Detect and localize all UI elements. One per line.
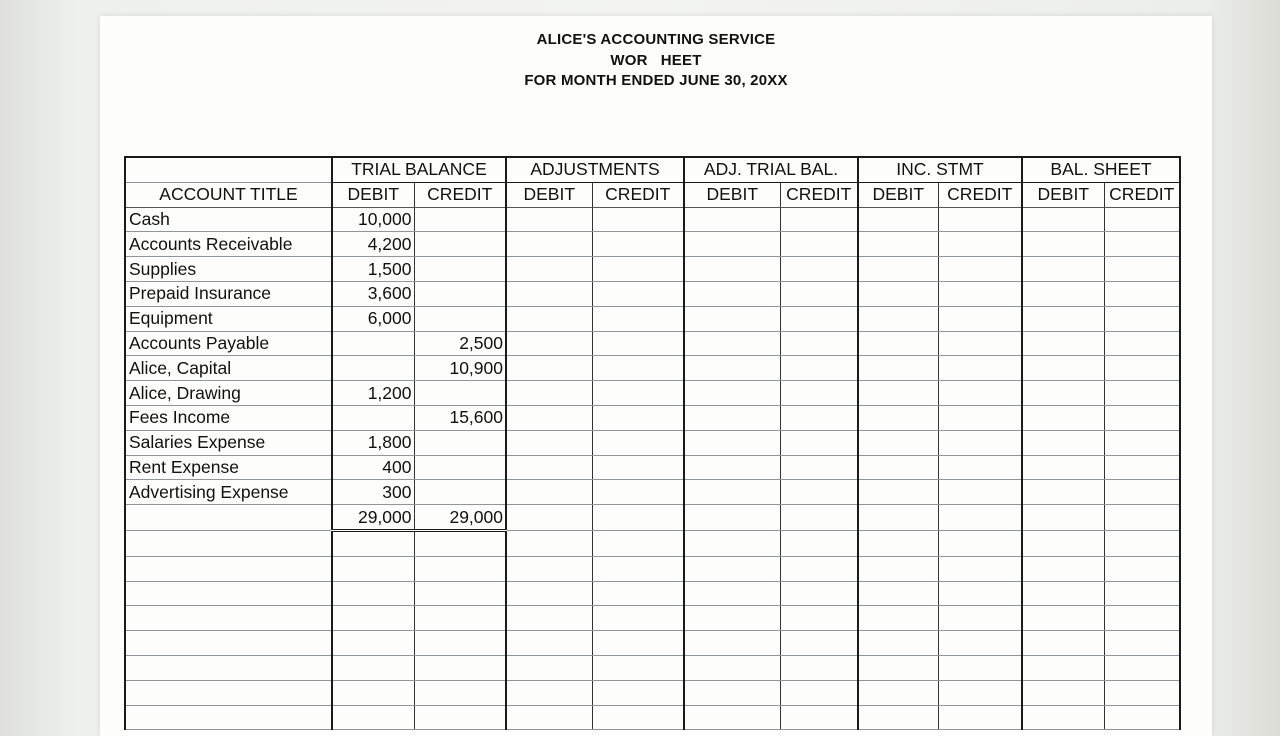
is-credit-cell bbox=[938, 655, 1022, 680]
bs-credit-cell bbox=[1104, 655, 1180, 680]
is-credit-header: CREDIT bbox=[938, 182, 1022, 207]
is-debit-cell bbox=[858, 356, 938, 381]
bs-debit-cell bbox=[1022, 581, 1104, 606]
adj-debit-cell bbox=[506, 606, 592, 631]
adj-credit-cell bbox=[592, 356, 684, 381]
bs-credit-cell bbox=[1104, 405, 1180, 430]
is-debit-cell bbox=[858, 331, 938, 356]
atb-debit-cell bbox=[684, 680, 780, 705]
tb-credit-cell bbox=[414, 655, 506, 680]
atb-credit-cell bbox=[780, 505, 858, 531]
atb-credit-cell bbox=[780, 556, 858, 581]
tb-debit-total: 29,000 bbox=[332, 505, 414, 531]
tb-credit-cell bbox=[414, 257, 506, 282]
tb-debit-cell: 400 bbox=[332, 455, 414, 480]
adj-debit-header: DEBIT bbox=[506, 182, 592, 207]
bs-credit-cell bbox=[1104, 331, 1180, 356]
tb-debit-cell bbox=[332, 631, 414, 656]
group-header-trial-balance: TRIAL BALANCE bbox=[332, 157, 506, 182]
bs-credit-cell bbox=[1104, 257, 1180, 282]
account-title-cell: Rent Expense bbox=[125, 455, 332, 480]
table-row bbox=[125, 306, 1180, 331]
bs-debit-header: DEBIT bbox=[1022, 182, 1104, 207]
adj-debit-cell bbox=[506, 257, 592, 282]
tb-credit-cell bbox=[414, 207, 506, 232]
adj-credit-cell bbox=[592, 257, 684, 282]
tb-debit-cell: 10,000 bbox=[332, 207, 414, 232]
is-debit-cell bbox=[858, 631, 938, 656]
adj-debit-cell bbox=[506, 530, 592, 556]
is-debit-cell bbox=[858, 430, 938, 455]
table-row bbox=[125, 331, 1180, 356]
adj-credit-cell bbox=[592, 631, 684, 656]
table-row bbox=[125, 430, 1180, 455]
is-credit-cell bbox=[938, 680, 1022, 705]
is-debit-cell bbox=[858, 705, 938, 730]
adj-debit-cell bbox=[506, 705, 592, 730]
is-credit-cell bbox=[938, 556, 1022, 581]
tb-debit-cell bbox=[332, 655, 414, 680]
atb-credit-cell bbox=[780, 306, 858, 331]
blank-header-cell bbox=[125, 157, 332, 182]
table-row bbox=[125, 207, 1180, 232]
tb-debit-cell bbox=[332, 581, 414, 606]
bs-credit-cell bbox=[1104, 581, 1180, 606]
adj-credit-cell bbox=[592, 232, 684, 257]
account-title-cell bbox=[125, 705, 332, 730]
adj-debit-cell bbox=[506, 207, 592, 232]
group-header-adjustments: ADJUSTMENTS bbox=[506, 157, 684, 182]
tb-debit-cell: 3,600 bbox=[332, 281, 414, 306]
table-row bbox=[125, 257, 1180, 282]
adj-debit-cell bbox=[506, 505, 592, 531]
bs-credit-header: CREDIT bbox=[1104, 182, 1180, 207]
is-credit-cell bbox=[938, 232, 1022, 257]
bs-credit-cell bbox=[1104, 306, 1180, 331]
bs-credit-cell bbox=[1104, 381, 1180, 406]
totals-row bbox=[125, 505, 1180, 531]
atb-debit-cell bbox=[684, 405, 780, 430]
bs-debit-cell bbox=[1022, 281, 1104, 306]
bs-credit-cell bbox=[1104, 606, 1180, 631]
bs-credit-cell bbox=[1104, 705, 1180, 730]
adj-credit-cell bbox=[592, 556, 684, 581]
blank-row bbox=[125, 680, 1180, 705]
bs-debit-cell bbox=[1022, 331, 1104, 356]
atb-credit-header: CREDIT bbox=[780, 182, 858, 207]
bs-debit-cell bbox=[1022, 480, 1104, 505]
atb-debit-cell bbox=[684, 331, 780, 356]
bs-debit-cell bbox=[1022, 381, 1104, 406]
account-title-cell bbox=[125, 530, 332, 556]
adj-debit-cell bbox=[506, 655, 592, 680]
adj-debit-cell bbox=[506, 381, 592, 406]
blank-row bbox=[125, 606, 1180, 631]
adj-credit-cell bbox=[592, 581, 684, 606]
is-credit-cell bbox=[938, 606, 1022, 631]
is-credit-cell bbox=[938, 480, 1022, 505]
tb-credit-cell bbox=[414, 430, 506, 455]
bs-credit-cell bbox=[1104, 281, 1180, 306]
tb-credit-cell bbox=[414, 680, 506, 705]
atb-debit-cell bbox=[684, 581, 780, 606]
bs-credit-cell bbox=[1104, 556, 1180, 581]
bs-credit-cell bbox=[1104, 480, 1180, 505]
adj-debit-cell bbox=[506, 430, 592, 455]
is-credit-cell bbox=[938, 356, 1022, 381]
blank-row bbox=[125, 581, 1180, 606]
atb-credit-cell bbox=[780, 655, 858, 680]
bs-credit-cell bbox=[1104, 631, 1180, 656]
atb-debit-cell bbox=[684, 232, 780, 257]
adj-debit-cell bbox=[506, 281, 592, 306]
atb-credit-cell bbox=[780, 606, 858, 631]
is-debit-cell bbox=[858, 480, 938, 505]
bs-credit-cell bbox=[1104, 430, 1180, 455]
is-credit-cell bbox=[938, 430, 1022, 455]
adj-credit-cell bbox=[592, 606, 684, 631]
account-title-cell: Alice, Capital bbox=[125, 356, 332, 381]
bs-credit-cell bbox=[1104, 505, 1180, 531]
period-line: FOR MONTH ENDED JUNE 30, 20XX bbox=[524, 72, 788, 89]
bs-debit-cell bbox=[1022, 655, 1104, 680]
group-header-adj-trial-bal: ADJ. TRIAL BAL. bbox=[684, 157, 858, 182]
atb-debit-cell bbox=[684, 356, 780, 381]
tb-credit-cell bbox=[414, 530, 506, 556]
atb-credit-cell bbox=[780, 530, 858, 556]
is-debit-cell bbox=[858, 281, 938, 306]
bs-credit-cell bbox=[1104, 207, 1180, 232]
is-debit-cell bbox=[858, 556, 938, 581]
tb-credit-cell bbox=[414, 306, 506, 331]
adj-debit-cell bbox=[506, 631, 592, 656]
account-title-cell: Accounts Payable bbox=[125, 331, 332, 356]
bs-credit-cell bbox=[1104, 680, 1180, 705]
adj-credit-cell bbox=[592, 430, 684, 455]
account-title-cell: Prepaid Insurance bbox=[125, 281, 332, 306]
blank-row bbox=[125, 631, 1180, 656]
tb-credit-cell: 2,500 bbox=[414, 331, 506, 356]
tb-debit-cell: 1,500 bbox=[332, 257, 414, 282]
table-row bbox=[125, 381, 1180, 406]
atb-debit-cell bbox=[684, 207, 780, 232]
blank-row bbox=[125, 530, 1180, 556]
is-debit-header: DEBIT bbox=[858, 182, 938, 207]
atb-credit-cell bbox=[780, 455, 858, 480]
table-row bbox=[125, 232, 1180, 257]
tb-debit-cell bbox=[332, 356, 414, 381]
bs-debit-cell bbox=[1022, 530, 1104, 556]
tb-credit-cell bbox=[414, 455, 506, 480]
tb-credit-cell bbox=[414, 606, 506, 631]
account-title-cell: Fees Income bbox=[125, 405, 332, 430]
is-credit-cell bbox=[938, 257, 1022, 282]
tb-debit-cell bbox=[332, 405, 414, 430]
adj-credit-cell bbox=[592, 705, 684, 730]
adj-credit-cell bbox=[592, 655, 684, 680]
tb-debit-cell bbox=[332, 680, 414, 705]
is-debit-cell bbox=[858, 455, 938, 480]
bs-debit-cell bbox=[1022, 232, 1104, 257]
tb-credit-total: 29,000 bbox=[414, 505, 506, 531]
adj-credit-cell bbox=[592, 381, 684, 406]
atb-debit-cell bbox=[684, 606, 780, 631]
adj-credit-cell bbox=[592, 480, 684, 505]
bs-debit-cell bbox=[1022, 306, 1104, 331]
account-title-cell: Salaries Expense bbox=[125, 430, 332, 455]
account-title-cell bbox=[125, 556, 332, 581]
atb-credit-cell bbox=[780, 381, 858, 406]
atb-debit-cell bbox=[684, 556, 780, 581]
is-credit-cell bbox=[938, 705, 1022, 730]
totals-label-cell bbox=[125, 505, 332, 531]
is-credit-cell bbox=[938, 331, 1022, 356]
bs-debit-cell bbox=[1022, 631, 1104, 656]
bs-debit-cell bbox=[1022, 505, 1104, 531]
adj-debit-cell bbox=[506, 556, 592, 581]
table-row bbox=[125, 281, 1180, 306]
table-row bbox=[125, 480, 1180, 505]
tb-credit-cell: 10,900 bbox=[414, 356, 506, 381]
adj-debit-cell bbox=[506, 680, 592, 705]
tb-debit-cell bbox=[332, 556, 414, 581]
bs-debit-cell bbox=[1022, 606, 1104, 631]
adj-debit-cell bbox=[506, 306, 592, 331]
adj-credit-cell bbox=[592, 680, 684, 705]
is-credit-cell bbox=[938, 381, 1022, 406]
bs-credit-cell bbox=[1104, 530, 1180, 556]
table-row bbox=[125, 455, 1180, 480]
atb-debit-cell bbox=[684, 631, 780, 656]
account-title-header: ACCOUNT TITLE bbox=[125, 182, 332, 207]
tb-credit-cell bbox=[414, 631, 506, 656]
atb-debit-cell bbox=[684, 655, 780, 680]
account-title-cell: Advertising Expense bbox=[125, 480, 332, 505]
tb-credit-cell bbox=[414, 581, 506, 606]
atb-credit-cell bbox=[780, 331, 858, 356]
atb-debit-cell bbox=[684, 430, 780, 455]
tb-debit-cell: 4,200 bbox=[332, 232, 414, 257]
atb-credit-cell bbox=[780, 480, 858, 505]
is-credit-cell bbox=[938, 207, 1022, 232]
is-debit-cell bbox=[858, 655, 938, 680]
blank-row bbox=[125, 655, 1180, 680]
adj-credit-cell bbox=[592, 405, 684, 430]
tb-debit-header: DEBIT bbox=[332, 182, 414, 207]
atb-credit-cell bbox=[780, 405, 858, 430]
tb-credit-cell bbox=[414, 480, 506, 505]
bs-debit-cell bbox=[1022, 705, 1104, 730]
adj-debit-cell bbox=[506, 455, 592, 480]
adj-credit-cell bbox=[592, 281, 684, 306]
adj-debit-cell bbox=[506, 356, 592, 381]
tb-debit-cell: 1,800 bbox=[332, 430, 414, 455]
is-credit-cell bbox=[938, 581, 1022, 606]
adj-credit-cell bbox=[592, 207, 684, 232]
is-credit-cell bbox=[938, 631, 1022, 656]
atb-credit-cell bbox=[780, 430, 858, 455]
is-debit-cell bbox=[858, 405, 938, 430]
tb-credit-cell bbox=[414, 381, 506, 406]
atb-debit-cell bbox=[684, 505, 780, 531]
adj-credit-cell bbox=[592, 306, 684, 331]
atb-credit-cell bbox=[780, 581, 858, 606]
atb-debit-cell bbox=[684, 705, 780, 730]
bs-debit-cell bbox=[1022, 680, 1104, 705]
bs-debit-cell bbox=[1022, 207, 1104, 232]
is-debit-cell bbox=[858, 232, 938, 257]
adj-credit-cell bbox=[592, 455, 684, 480]
atb-debit-cell bbox=[684, 257, 780, 282]
is-debit-cell bbox=[858, 207, 938, 232]
group-header-bal-sheet: BAL. SHEET bbox=[1022, 157, 1180, 182]
tb-debit-cell bbox=[332, 606, 414, 631]
table-row bbox=[125, 405, 1180, 430]
worksheet-header bbox=[100, 30, 1212, 92]
tb-debit-cell: 300 bbox=[332, 480, 414, 505]
atb-debit-cell bbox=[684, 281, 780, 306]
blank-row bbox=[125, 705, 1180, 730]
company-name: ALICE'S ACCOUNTING SERVICE bbox=[536, 31, 776, 48]
atb-credit-cell bbox=[780, 207, 858, 232]
is-credit-cell bbox=[938, 281, 1022, 306]
tb-credit-cell bbox=[414, 232, 506, 257]
atb-debit-cell bbox=[684, 381, 780, 406]
worksheet-body bbox=[125, 207, 1180, 730]
adj-credit-cell bbox=[592, 331, 684, 356]
bs-credit-cell bbox=[1104, 232, 1180, 257]
account-title-cell bbox=[125, 581, 332, 606]
account-title-cell: Equipment bbox=[125, 306, 332, 331]
atb-debit-cell bbox=[684, 480, 780, 505]
atb-credit-cell bbox=[780, 281, 858, 306]
tb-debit-cell bbox=[332, 331, 414, 356]
is-debit-cell bbox=[858, 606, 938, 631]
atb-credit-cell bbox=[780, 680, 858, 705]
atb-debit-header: DEBIT bbox=[684, 182, 780, 207]
adj-debit-cell bbox=[506, 480, 592, 505]
account-title-cell: Accounts Receivable bbox=[125, 232, 332, 257]
bs-debit-cell bbox=[1022, 405, 1104, 430]
atb-debit-cell bbox=[684, 455, 780, 480]
tb-debit-cell bbox=[332, 530, 414, 556]
is-debit-cell bbox=[858, 680, 938, 705]
bs-credit-cell bbox=[1104, 455, 1180, 480]
atb-credit-cell bbox=[780, 257, 858, 282]
atb-credit-cell bbox=[780, 356, 858, 381]
account-title-cell: Alice, Drawing bbox=[125, 381, 332, 406]
account-title-cell: Cash bbox=[125, 207, 332, 232]
is-credit-cell bbox=[938, 530, 1022, 556]
adj-debit-cell bbox=[506, 581, 592, 606]
bs-debit-cell bbox=[1022, 430, 1104, 455]
table-row bbox=[125, 356, 1180, 381]
account-title-cell bbox=[125, 680, 332, 705]
tb-debit-cell: 1,200 bbox=[332, 381, 414, 406]
group-header-inc-stmt: INC. STMT bbox=[858, 157, 1022, 182]
worksheet-table bbox=[124, 156, 1181, 730]
tb-debit-cell bbox=[332, 705, 414, 730]
atb-debit-cell bbox=[684, 530, 780, 556]
account-title-cell bbox=[125, 606, 332, 631]
bs-credit-cell bbox=[1104, 356, 1180, 381]
atb-credit-cell bbox=[780, 705, 858, 730]
account-title-cell bbox=[125, 631, 332, 656]
atb-debit-cell bbox=[684, 306, 780, 331]
is-credit-cell bbox=[938, 405, 1022, 430]
is-debit-cell bbox=[858, 381, 938, 406]
account-title-cell bbox=[125, 655, 332, 680]
is-credit-cell bbox=[938, 306, 1022, 331]
is-debit-cell bbox=[858, 306, 938, 331]
adj-debit-cell bbox=[506, 331, 592, 356]
tb-credit-cell: 15,600 bbox=[414, 405, 506, 430]
bs-debit-cell bbox=[1022, 455, 1104, 480]
bs-debit-cell bbox=[1022, 257, 1104, 282]
blank-row bbox=[125, 556, 1180, 581]
is-credit-cell bbox=[938, 455, 1022, 480]
tb-credit-cell bbox=[414, 556, 506, 581]
adj-credit-header: CREDIT bbox=[592, 182, 684, 207]
tb-credit-header: CREDIT bbox=[414, 182, 506, 207]
tb-credit-cell bbox=[414, 705, 506, 730]
atb-credit-cell bbox=[780, 232, 858, 257]
bs-debit-cell bbox=[1022, 556, 1104, 581]
adj-credit-cell bbox=[592, 505, 684, 531]
atb-credit-cell bbox=[780, 631, 858, 656]
account-title-cell: Supplies bbox=[125, 257, 332, 282]
bs-debit-cell bbox=[1022, 356, 1104, 381]
adj-credit-cell bbox=[592, 530, 684, 556]
tb-credit-cell bbox=[414, 281, 506, 306]
is-credit-cell bbox=[938, 505, 1022, 531]
is-debit-cell bbox=[858, 530, 938, 556]
adj-debit-cell bbox=[506, 405, 592, 430]
worksheet-title: WOR HEET bbox=[610, 51, 702, 69]
is-debit-cell bbox=[858, 257, 938, 282]
tb-debit-cell: 6,000 bbox=[332, 306, 414, 331]
is-debit-cell bbox=[858, 505, 938, 531]
adj-debit-cell bbox=[506, 232, 592, 257]
is-debit-cell bbox=[858, 581, 938, 606]
